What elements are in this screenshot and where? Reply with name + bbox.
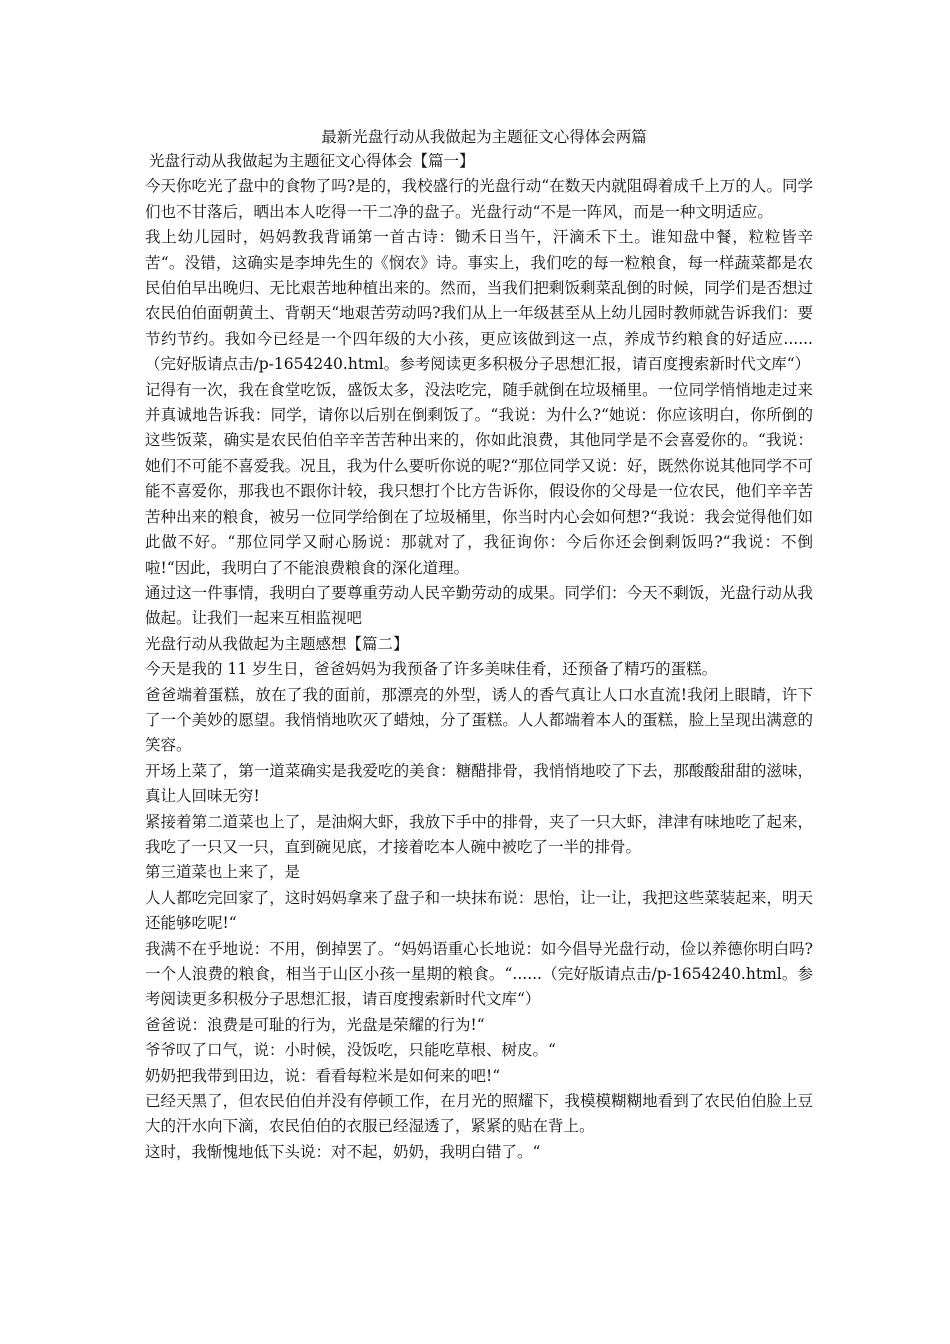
paragraph: 人人都吃完回家了，这时妈妈拿来了盘子和一块抹布说：思怡，让一让，我把这些菜装起来，明天还能够吃呢!“ — [145, 888, 813, 933]
paragraph: 记得有一次，我在食堂吃饭，盛饭太多，没法吃完，随手就倒在垃圾桶里。一位同学悄悄地走过来并真诚地告诉我：同学，请你以后别在倒剩饭了。“我说：为什么?“她说：你应该明白，你所倒的这些饭菜，确实是农民伯伯辛辛苦苦种出来的，你如此浪费，其他同学是不会喜爱你的。“我说：她们不可能不喜爱我。况且，我为什么要听你说的呢?“那位同学又说：好，既然你说其他同学不可能不喜爱你，那我也不跟你计较，我只想打个比方告诉你，假设你的父母是一位农民，他们辛辛苦苦种出来的粮食，被另一位同学给倒在了垃圾桶里，你当时内心会如何想?“我说：我会觉得他们如此做不好。“那位同学又耐心肠说：那就对了，我征询你：今后你还会倒剩饭吗?“我说：不倒啦!“因此，我明白了不能浪费粮食的深化道理。 — [145, 380, 813, 577]
section-heading-part-two: 光盘行动从我做起为主题感想【篇二】 — [145, 634, 409, 653]
paragraph: 奶奶把我带到田边，说：看看每粒米是如何来的吧!“ — [145, 1066, 501, 1085]
paragraph: 开场上菜了，第一道菜确实是我爱吃的美食：糖醋排骨，我悄悄地咬了下去，那酸酸甜甜的滋味，真让人回味无穷! — [145, 761, 813, 806]
paragraph: 爸爸端着蛋糕，放在了我的面前，那漂亮的外型，诱人的香气真让人口水直流!我闭上眼睛，许下了一个美妙的愿望。我悄悄地吹灭了蜡烛，分了蛋糕。人人都端着本人的蛋糕，脸上呈现出满意的笑容。 — [145, 685, 813, 755]
paragraph: 紧接着第二道菜也上了，是油焖大虾，我放下手中的排骨，夹了一只大虾，津津有味地吃了起来，我吃了一只又一只，直到碗见底，才接着吃本人碗中被吃了一半的排骨。 — [145, 812, 813, 856]
paragraph: 这时，我惭愧地低下头说：对不起，奶奶，我明白错了。“ — [145, 1142, 541, 1161]
paragraph: 我满不在乎地说：不用，倒掉罢了。“妈妈语重心长地说：如今倡导光盘行动，俭以养德你明白吗?一个人浪费的粮食，相当于山区小孩一星期的粮食。“......（完好版请点击/p-1654240.html。参考阅读更多积极分子思想汇报，请百度搜索新时代文库“） — [145, 939, 813, 1009]
document-title: 最新光盘行动从我做起为主题征文心得体会两篇 — [321, 128, 647, 146]
paragraph: 今天你吃光了盘中的食物了吗?是的，我校盛行的光盘行动“在数天内就阻碍着成千上万的人。同学们也不甘落后，晒出本人吃得一干二净的盘子。光盘行动“不是一阵风，而是一种文明适应。 — [145, 177, 813, 221]
document-body — [145, 149, 813, 1165]
paragraph: 已经天黑了，但农民伯伯并没有停顿工作，在月光的照耀下，我模模糊糊地看到了农民伯伯脸上豆大的汗水向下滴，农民伯伯的衣服已经湿透了，紧紧的贴在背上。 — [145, 1092, 813, 1136]
paragraph: 今天是我的 11 岁生日，爸爸妈妈为我预备了许多美味佳肴，还预备了精巧的蛋糕。 — [145, 660, 718, 679]
paragraph: 爸爸说：浪费是可耻的行为，光盘是荣耀的行为!“ — [145, 1015, 485, 1034]
paragraph: 爷爷叹了口气，说：小时候，没饭吃，只能吃草根、树皮。“ — [145, 1041, 556, 1060]
document-page — [145, 125, 813, 1165]
paragraph: 我上幼儿园时，妈妈教我背诵第一首古诗：锄禾日当午，汗滴禾下土。谁知盘中餐，粒粒皆辛苦“。没错，这确实是李坤先生的《悯农》诗。事实上，我们吃的每一粒粮食，每一样蔬菜都是农民伯伯早出晚归、无比艰苦地种植出来的。然而，当我们把剩饭剩菜乱倒的时候，同学们是否想过农民伯伯面朝黄土、背朝天“地艰苦劳动吗?我们从上一年级甚至从上幼儿园时教师就告诉我们：要节约节约。我如今已经是一个四年级的大小孩，更应该做到这一点，养成节约粮食的好适应......（完好版请点击/p-1654240.html。参考阅读更多积极分子思想汇报，请百度搜索新时代文库“） — [145, 228, 813, 374]
paragraph: 通过这一件事情，我明白了要尊重劳动人民辛勤劳动的成果。同学们：今天不剩饭，光盘行动从我做起。让我们一起来互相监视吧 — [145, 583, 813, 628]
paragraph: 第三道菜也上来了，是 — [145, 863, 301, 882]
section-heading-part-one: 光盘行动从我做起为主题征文心得体会【篇一】 — [149, 152, 475, 170]
